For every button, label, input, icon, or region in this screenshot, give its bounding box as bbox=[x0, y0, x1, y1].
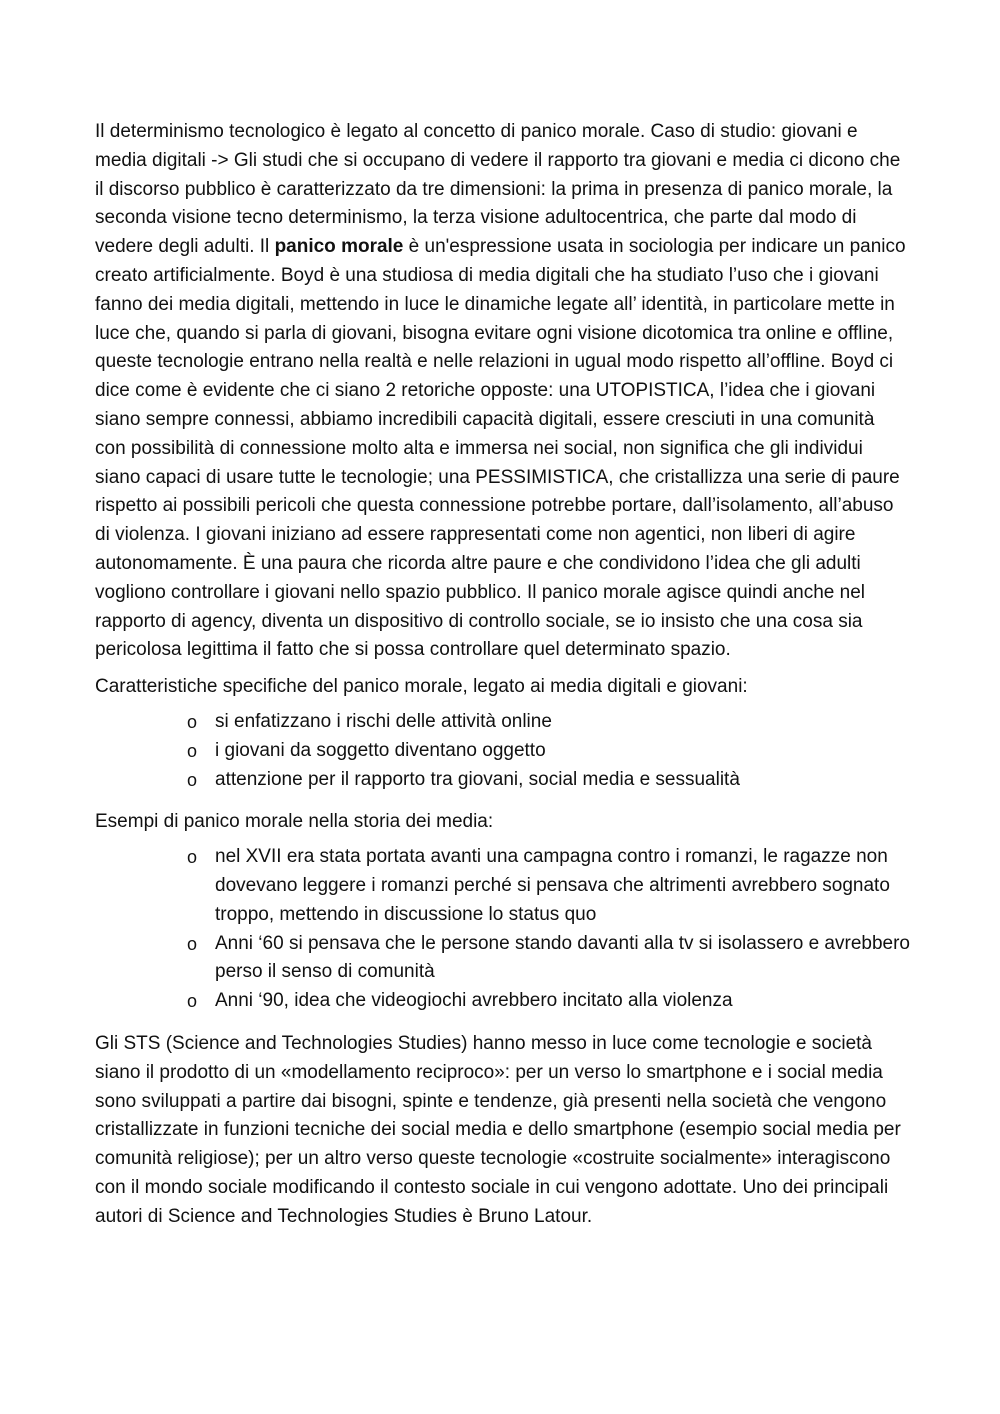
list-item bbox=[187, 930, 910, 988]
bullet-icon: o bbox=[187, 933, 198, 954]
document-page bbox=[95, 118, 910, 1231]
paragraph-text: Il determinismo tecnologico è legato al concetto di panico morale. Caso di studio: giovani e media digitali -> Gli studi che si occupano di vedere il rapporto tra giovani e media ci dicono che il discorso pubblico è caratterizzato da tre dimensioni: la prima in presenza di panico morale, la seconda visione tecno determinismo, la terza visione adultocentrica, che parte dal modo di vedere degli adulti. Il bbox=[95, 121, 901, 258]
list-item-text: Anni ‘60 si pensava che le persone stando davanti alla tv si isolassero e avrebbero perso il senso di comunità bbox=[215, 932, 910, 983]
bullet-icon: o bbox=[187, 740, 198, 761]
list-item-text: i giovani da soggetto diventano oggetto bbox=[215, 739, 546, 761]
bullet-icon: o bbox=[187, 847, 198, 868]
list-item bbox=[187, 708, 910, 737]
list-item bbox=[187, 737, 910, 766]
list-item bbox=[187, 987, 910, 1016]
list-item bbox=[187, 766, 910, 795]
bullet-icon: o bbox=[187, 769, 198, 790]
bullet-icon: o bbox=[187, 711, 198, 732]
paragraph-esempi: Esempi di panico morale nella storia dei media: bbox=[95, 811, 494, 833]
list-item bbox=[187, 843, 910, 929]
bullet-icon: o bbox=[187, 991, 198, 1012]
paragraph-panico-morale bbox=[95, 118, 910, 665]
paragraph-sts: Gli STS (Science and Technologies Studies) hanno messo in luce come tecnologie e società siano il prodotto di un «modellamento reciproco»: per un verso lo smartphone e i social media sono sviluppati a partire dai bisogni, spinte e tendenze, già presenti nella società che vengono cristallizzate in funzioni tecniche dei social media e dello smartphone (esempio social media per comunità religiose); per un altro verso queste tecnologie «costruite socialmente» interagiscono con il mondo sociale modificando il contesto sociale in cui vengono adottate. Uno dei principali autori di Science and Technologies Studies è Bruno Latour. bbox=[95, 1032, 901, 1227]
paragraph-text: è un'espressione usata in sociologia per indicare un panico creato artificialmente. Boyd è una studiosa di media digitali che ha studiato l’uso che i giovani fanno dei media digitali, mettendo in luce le dinamiche legate all’ identità, in particolare mette in luce che, quando si parla di giovani, bisogna evitare ogni visione dicotomica tra online e offline, queste tecnologie entrano nella realtà e nelle relazioni in ugual modo rispetto all’offline. Boyd ci dice come è evidente che ci siano 2 retoriche opposte: una UTOPISTICA, l’idea che i giovani siano sempre connessi, abbiamo incredibili capacità digitali, essere cresciuti in una comunità con possibilità di connessione molto alta e immersa nei social, non significa che gli individui siano capaci di usare tutte le tecnologie; una PESSIMISTICA, che cristallizza una serie di paure rispetto ai possibili pericoli che questa connessione potrebbe portare, dall’isolamento, all’abuso di violenza. I giovani iniziano ad essere rappresentati come non agentici, non liberi di agire autonomamente. È una paura che ricorda altre paure e che condividono l’idea che gli adulti vogliono controllare i giovani nello spazio pubblico. Il panico morale agisce quindi anche nel rapporto di agency, diventa un dispositivo di controllo sociale, se io insisto che una cosa sia pericolosa legittima il fatto che si possa controllare quel determinato spazio. bbox=[95, 236, 906, 661]
list-item-text: Anni ‘90, idea che videogiochi avrebbero incitato alla violenza bbox=[215, 990, 733, 1012]
list-item-text: nel XVII era stata portata avanti una campagna contro i romanzi, le ragazze non dovevano leggere i romanzi perché si pensava che altrimenti avrebbero sognato troppo, mettendo in discussione lo status quo bbox=[215, 846, 890, 925]
paragraph-caratteristiche: Caratteristiche specifiche del panico morale, legato ai media digitali e giovani: bbox=[95, 676, 748, 698]
list-item-text: si enfatizzano i rischi delle attività online bbox=[215, 710, 552, 732]
bold-term: panico morale bbox=[274, 236, 404, 258]
list-item-text: attenzione per il rapporto tra giovani, social media e sessualità bbox=[215, 768, 740, 790]
list-esempi bbox=[95, 843, 910, 1016]
list-caratteristiche bbox=[95, 708, 910, 794]
